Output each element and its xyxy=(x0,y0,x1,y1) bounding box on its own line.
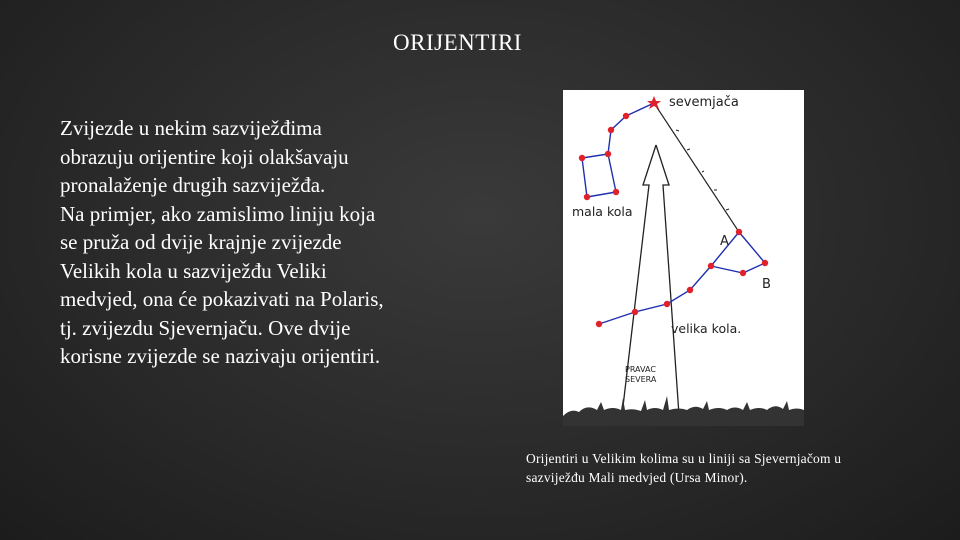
star-icon xyxy=(708,263,714,269)
pointer-a-label: A xyxy=(720,234,729,249)
body-line: Zvijezde u nekim sazviježđima xyxy=(60,116,322,140)
body-line: obrazuju orijentire koji olakšavaju xyxy=(60,144,349,169)
body-line: pronalaženje drugih sazviježđa. xyxy=(60,173,326,197)
body-line: korisne zvijezde se nazivaju orijentiri. xyxy=(60,344,381,368)
star-icon xyxy=(736,229,742,235)
star-icon xyxy=(584,194,590,200)
star-icon xyxy=(605,151,611,157)
caption-line: Orijentiri u Velikim kolima su u liniji sa Sjevernjačom u xyxy=(526,451,842,466)
constellation-diagram xyxy=(563,90,804,426)
pointer-b-label: B xyxy=(762,277,771,292)
star-icon xyxy=(608,127,614,133)
slide-title: ORIJENTIRI xyxy=(393,30,522,55)
body-line: Na primjer, ako zamislimo liniju koja xyxy=(60,201,376,226)
direction-label-line1: PRAVAC xyxy=(625,365,656,374)
big-dipper-lines xyxy=(599,232,765,324)
body-text xyxy=(60,114,460,371)
body-line: se pruža od dvije krajnje zvijezde xyxy=(60,230,342,254)
horizon-silhouette xyxy=(563,396,804,426)
body-line: Velikih kola u sazviježđu Veliki xyxy=(60,258,327,283)
star-icon xyxy=(740,270,746,276)
star-icon xyxy=(762,260,768,266)
star-icon xyxy=(623,113,629,119)
pointer-line-ticks xyxy=(676,130,729,210)
body-line: tj. zvijezdu Sjevernjaču. Ove dvije xyxy=(60,315,351,340)
star-icon xyxy=(613,189,619,195)
caption-line: sazviježđu Mali medvjed (Ursa Minor). xyxy=(526,470,748,485)
diagram-canvas xyxy=(563,90,804,426)
figure-caption xyxy=(526,449,936,487)
star-icon xyxy=(579,155,585,161)
star-icon xyxy=(596,321,602,327)
star-icon xyxy=(664,301,670,307)
north-star-icon xyxy=(647,96,661,109)
direction-label-line2: SEVERA xyxy=(625,375,657,384)
north-star-label: sevemjača xyxy=(669,95,739,110)
big-dipper-label: velika kola. xyxy=(671,321,742,336)
little-dipper-label: mala kola xyxy=(572,204,633,219)
star-icon xyxy=(687,287,693,293)
pointer-line xyxy=(654,103,739,232)
star-icon xyxy=(632,309,638,315)
body-line: medvjed, ona će pokazivati na Polaris, xyxy=(60,287,384,311)
